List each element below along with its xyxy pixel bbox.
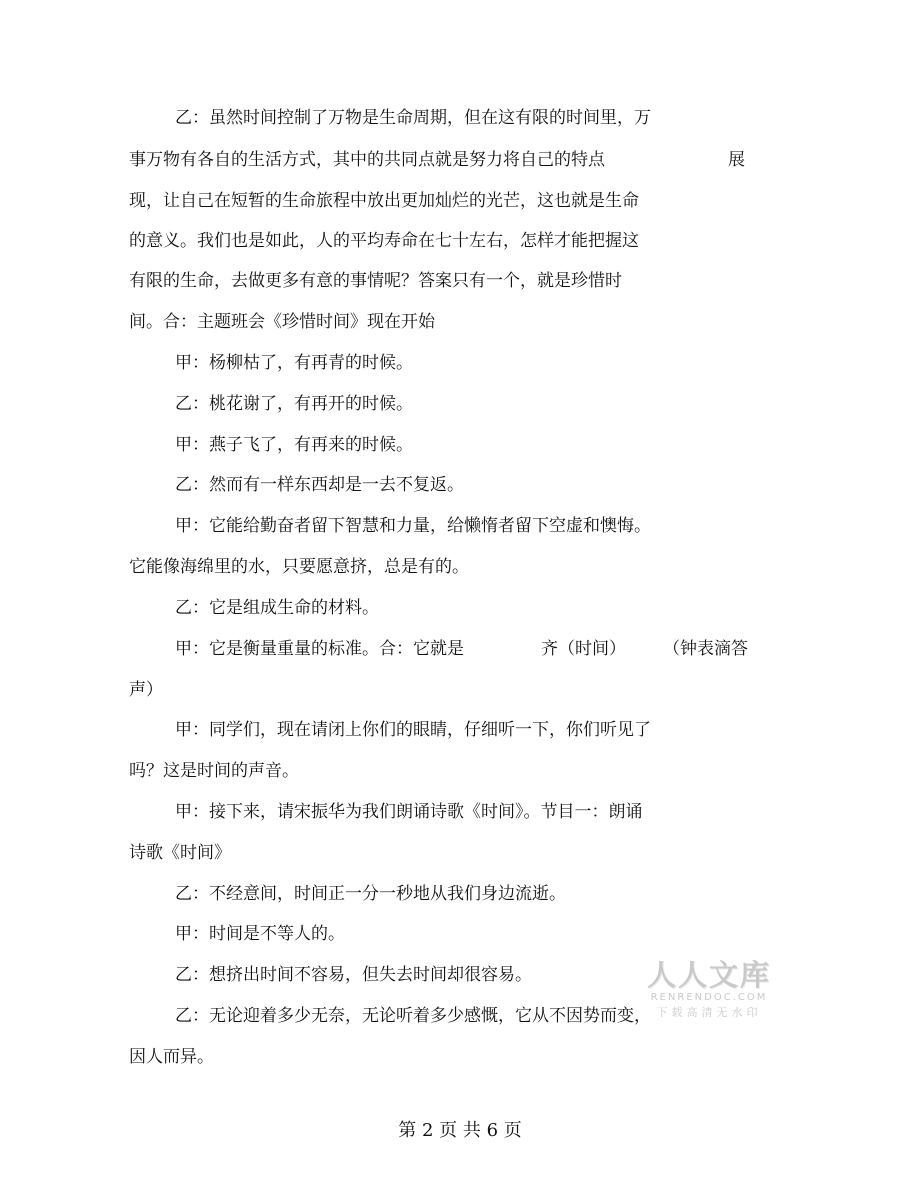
text-line: 乙：不经意间，时间正一分一秒地从我们身边流逝。 <box>175 884 566 904</box>
text-line: 乙：虽然时间控制了万物是生命周期，但在这有限的时间里，万 <box>175 108 651 128</box>
watermark <box>644 958 774 1020</box>
text-line: 甲：燕子飞了，有再来的时候。 <box>175 435 413 455</box>
text-line: 齐（时间） <box>541 639 626 659</box>
text-line: 甲：它能给勤奋者留下智慧和力量，给懒惰者留下空虚和懊悔。 <box>175 516 651 536</box>
text-line: 甲：接下来，请宋振华为我们朗诵诗歌《时间》。节目一：朗诵 <box>175 802 643 822</box>
text-line: 乙：桃花谢了，有再开的时候。 <box>175 394 413 414</box>
text-line: 间。合：主题班会《珍惜时间》现在开始 <box>129 312 435 332</box>
text-line: 诗歌《时间》 <box>129 843 231 863</box>
text-line: 它能像海绵里的水，只要愿意挤，总是有的。 <box>129 557 469 577</box>
watermark-domain: RENRENDOC.COM <box>650 992 768 1003</box>
text-line: 因人而异。 <box>129 1047 214 1067</box>
text-line: 甲：同学们，现在请闭上你们的眼睛，仔细听一下，你们听见了 <box>175 720 651 740</box>
watermark-slogan: 下载高清无水印 <box>656 1006 762 1019</box>
text-line: 乙：无论迎着多少无奈，无论听着多少感慨，它从不因势而变， <box>175 1006 651 1026</box>
text-line: 的意义。我们也是如此，人的平均寿命在七十左右，怎样才能把握这 <box>129 231 639 251</box>
text-line: 甲：时间是不等人的。 <box>175 924 345 944</box>
text-line: 乙：它是组成生命的材料。 <box>175 598 379 618</box>
text-line: 有限的生命，去做更多有意的事情呢？答案只有一个，就是珍惜时 <box>129 271 622 291</box>
text-line: 乙：想挤出时间不容易，但失去时间却很容易。 <box>175 965 532 985</box>
text-line: （钟表滴答 <box>663 639 748 659</box>
text-line: 甲：杨柳枯了，有再青的时候。 <box>175 353 413 373</box>
text-line: 吗？这是时间的声音。 <box>129 761 299 781</box>
text-line: 声） <box>129 680 163 700</box>
watermark-title: 人人文库 <box>646 958 771 992</box>
text-line: 事万物有各自的生活方式，其中的共同点就是努力将自己的特点 <box>129 150 605 170</box>
text-line: 展 <box>728 150 745 170</box>
text-line: 甲：它是衡量重量的标准。合：它就是 <box>175 639 464 659</box>
text-line: 现，让自己在短暂的生命旅程中放出更加灿烂的光芒，这也就是生命 <box>129 191 639 211</box>
page-number: 第 2 页 共 6 页 <box>398 1120 522 1141</box>
text-line: 乙：然而有一样东西却是一去不复返。 <box>175 475 464 495</box>
